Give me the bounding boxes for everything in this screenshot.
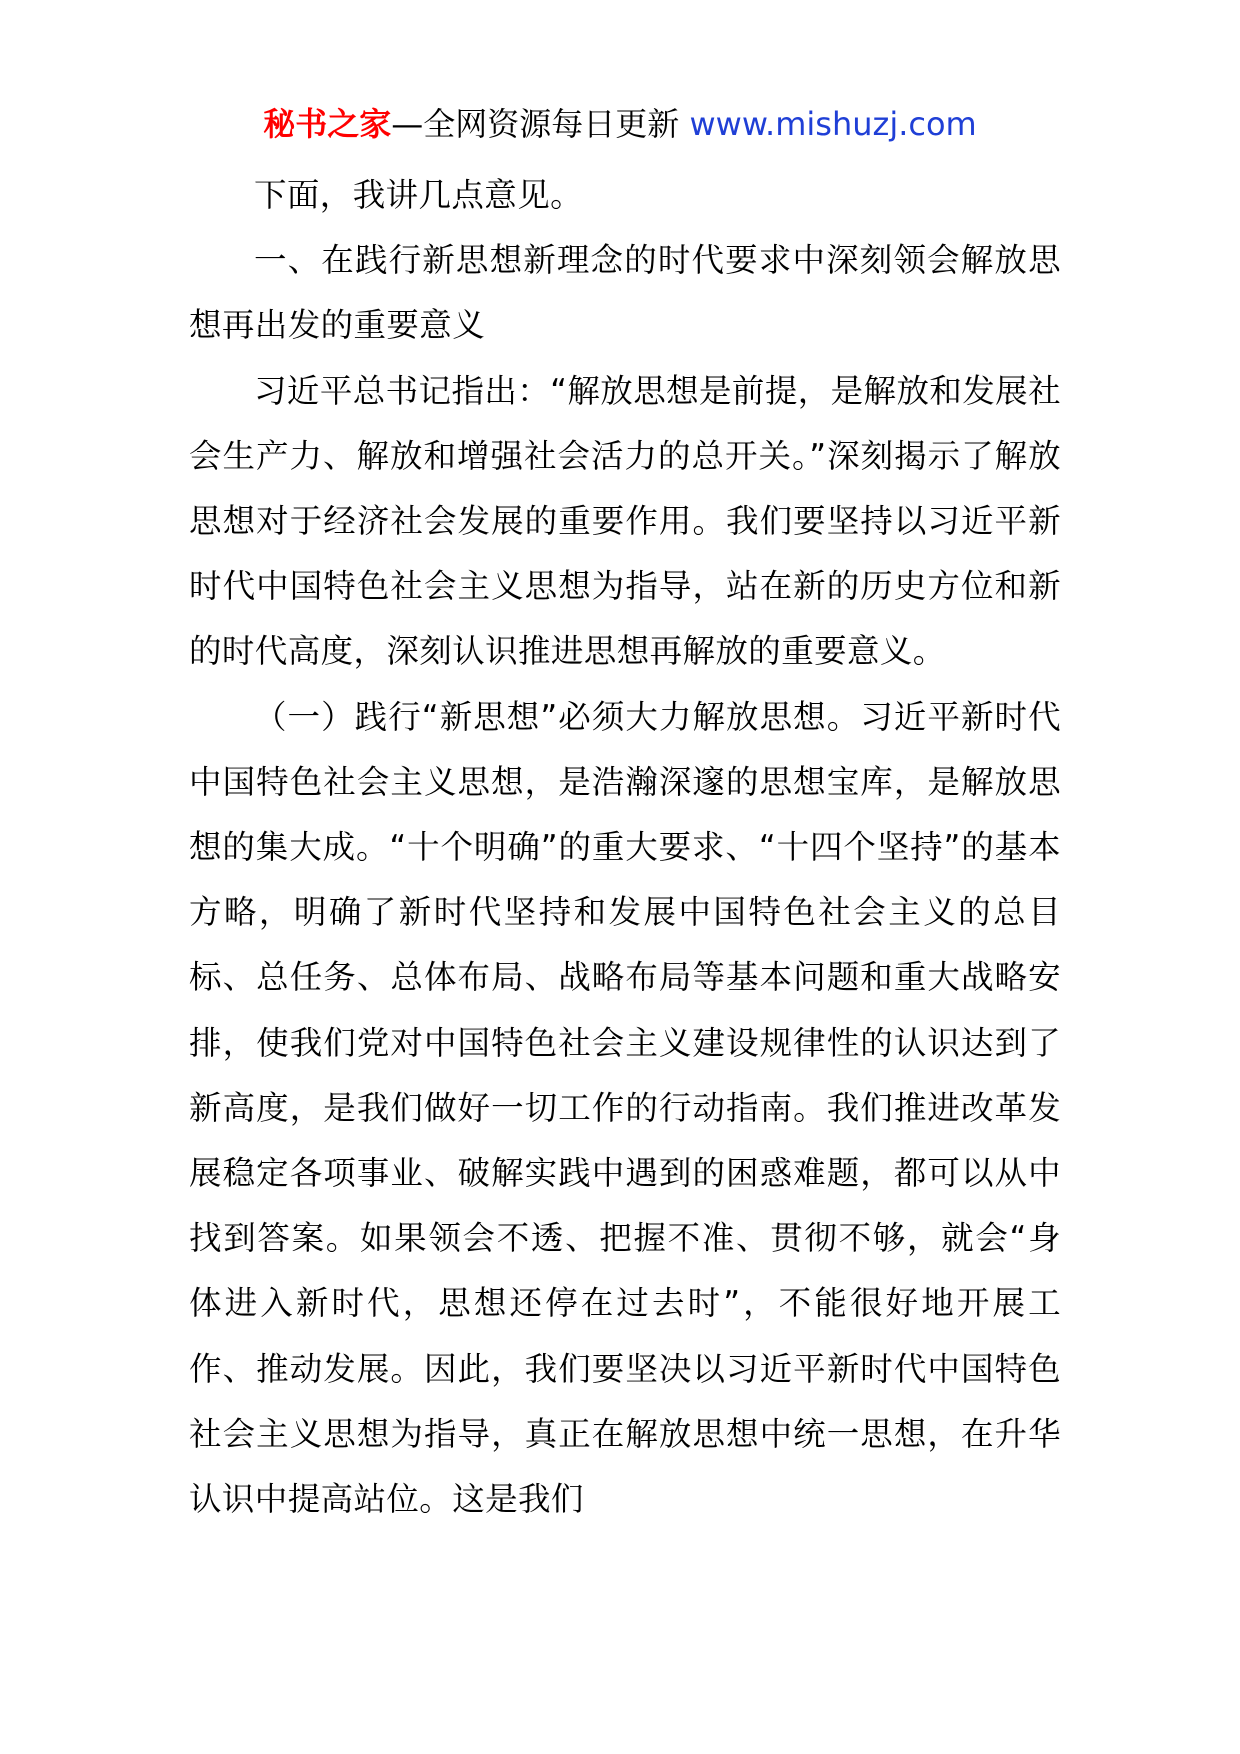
header-slogan: —全网资源每日更新 — [391, 105, 690, 143]
paragraph-intro: 下面，我讲几点意见。 — [254, 176, 584, 214]
document-body — [189, 163, 1061, 1532]
page-header — [0, 100, 1240, 148]
paragraph-quote: 习近平总书记指出：“解放思想是前提，是解放和发展社会生产力、解放和增强社会活力的总开关。”深刻揭示了解放思想对于经济社会发展的重要作用。我们要坚持以习近平新时代中国特色社会主义思想为指导，站在新的历史方位和新的时代高度，深刻认识推进思想再解放的重要意义。 — [189, 371, 1061, 671]
header-brand: 秘书之家 — [263, 105, 392, 143]
paragraph-subsection-1: （一）践行“新思想”必须大力解放思想。习近平新时代中国特色社会主义思想，是浩瀚深邃的思想宝库，是解放思想的集大成。“十个明确”的重大要求、“十四个坚持”的基本方略，明确了新时代坚持和发展中国特色社会主义的总目标、总任务、总体布局、战略布局等基本问题和重大战略安排，使我们党对中国特色社会主义建设规律性的认识达到了新高度，是我们做好一切工作的行动指南。我们推进改革发展稳定各项事业、破解实践中遇到的困惑难题，都可以从中找到答案。如果领会不透、把握不准、贯彻不够，就会“身体进入新时代，思想还停在过去时”，不能很好地开展工作、推动发展。因此，我们要坚决以习近平新时代中国特色社会主义思想为指导，真正在解放思想中统一思想，在升华认识中提高站位。这是我们 — [189, 697, 1061, 1519]
header-url-link[interactable]: www.mishuzj.com — [689, 105, 977, 143]
section-heading: 一、在践行新思想新理念的时代要求中深刻领会解放思想再出发的重要意义 — [189, 241, 1061, 345]
